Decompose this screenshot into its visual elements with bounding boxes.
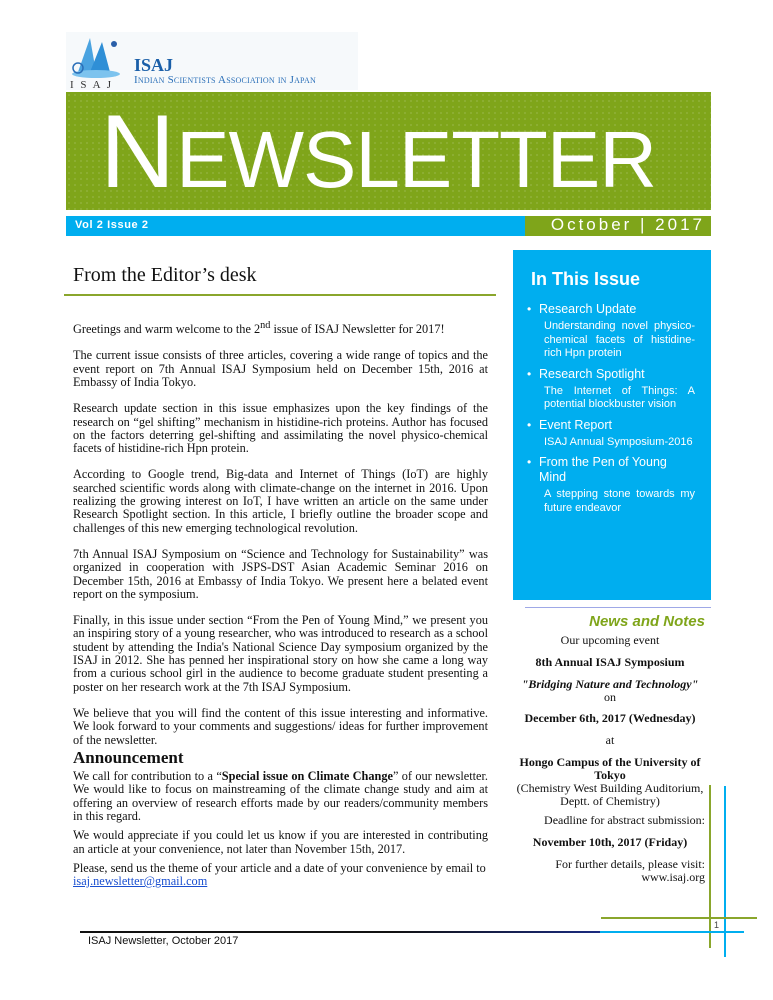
news-text: at: [605, 733, 615, 747]
footer-text: ISAJ Newsletter, October 2017: [88, 935, 239, 947]
issue-item[interactable]: [539, 367, 695, 412]
announcement-heading: Announcement: [73, 747, 184, 767]
item-sub: A stepping stone towards my future endeavor: [544, 488, 695, 514]
issue-item[interactable]: [539, 418, 695, 450]
text: Please, send us the theme of your article and a date of your convenience by email to: [73, 860, 486, 875]
decor-line: [709, 785, 711, 948]
divider: [525, 607, 711, 608]
issue-date: October | 2017: [550, 215, 705, 234]
news-deadline: November 10th, 2017 (Friday): [532, 835, 688, 849]
email-link[interactable]: isaj.newsletter@gmail.com: [73, 874, 208, 889]
editor-paragraph: The current issue consists of three articles, covering a wide range of topics and the event report on 7th Annual ISAJ Symposium held on December 15th, 2016 at Embassy of India Tokyo.: [73, 348, 488, 389]
org-short-name: ISAJ: [134, 55, 174, 75]
news-theme: "Bridging Nature and Technology": [521, 677, 699, 691]
news-venue: Hongo Campus of the University of Tokyo: [519, 755, 701, 782]
editor-paragraph: We believe that you will find the content of this issue interesting and informative. We look forward to your comments and suggestions/ ideas for further improvement of the newsletter.: [73, 705, 488, 747]
item-title: Event Report: [539, 417, 612, 432]
news-text: For further details, please visit:: [555, 857, 705, 871]
text: Special issue on Climate Change: [221, 769, 393, 784]
org-full-name: Indian Scientists Association in Japan: [134, 74, 316, 86]
editor-paragraph: Research update section in this issue emphasizes upon the key findings of the research on “gel shifting” mechanism in histidine-rich proteins. Author has focused on the factors deterring gel-shifting and assimilating the novel physico-chemical facets of histidine-rich Hpn protein.: [73, 401, 488, 456]
editor-paragraph: Finally, in this issue under section “From the Pen of Young Mind,” we present you an inspiring story of a young researcher, who was introduced to research as a school student by attending the India's National Science Day symposium organized by the ISAJ in 2012. She has penned her inspirational story on how she came a long way from a curious school girl in the audience to become graduate student presenting a poster on her research work at the 7th ISAJ Symposium.: [73, 613, 488, 694]
in-this-issue-box: [513, 250, 711, 600]
text: nd: [260, 320, 271, 331]
editor-paragraph: [73, 319, 488, 336]
news-text: Our upcoming event: [560, 633, 660, 647]
text: ” of our newsletter. We would like to focus on mainstreaming of the climate change study and aim at offering an overview of research efforts made by our readers/community members in this regard.: [73, 769, 489, 823]
item-sub: Understanding novel physico-chemical facets of histidine-rich Hpn protein: [544, 320, 695, 359]
news-text: (Chemistry West Building Auditorium, Deptt. of Chemistry): [516, 781, 704, 808]
logo-letters: I S A J: [70, 79, 114, 91]
volume-issue: Vol 2 Issue 2: [75, 219, 149, 231]
issue-item[interactable]: [539, 455, 695, 515]
editor-heading: From the Editor’s desk: [73, 264, 257, 286]
news-date: December 6th, 2017 (Wednesday): [524, 711, 696, 725]
announcement-paragraph: [73, 862, 488, 889]
newsletter-title: [100, 94, 657, 212]
main-column: [73, 319, 488, 894]
item-sub: ISAJ Annual Symposium-2016: [544, 435, 693, 448]
footer-rule: [80, 931, 600, 933]
item-title: Research Spotlight: [539, 366, 645, 381]
editor-paragraph: According to Google trend, Big-data and Internet of Things (IoT) are highly searched scientific words along with climate-change on the internet in 2016. Upon realizing the growing interest on IoT, I have written an article on the same under Research Spotlight section. In this article, I briefly outline the broader scope and challenges of this new emerging technological revolution.: [73, 467, 488, 535]
news-text: Deadline for abstract submission:: [544, 813, 705, 827]
decor-line: [600, 931, 744, 933]
news-event: 8th Annual ISAJ Symposium: [535, 655, 685, 669]
title-initial: N: [100, 94, 175, 210]
issue-item[interactable]: [539, 302, 695, 361]
page-number: 1: [714, 920, 720, 930]
text: We call for contribution to a “: [73, 769, 222, 784]
item-sub: The Internet of Things: A potential blockbuster vision: [544, 384, 695, 410]
announcement-paragraph: We would appreciate if you could let us know if you are interested in contributing an article at your convenience, not later than November 15th, 2017.: [73, 828, 488, 856]
news-heading: News and Notes: [589, 613, 705, 630]
news-and-notes: [515, 615, 705, 893]
text: Greetings and warm welcome to the 2: [73, 322, 261, 337]
text: issue of ISAJ Newsletter for 2017!: [270, 322, 445, 337]
news-text: on: [604, 690, 616, 704]
website-link[interactable]: www.isaj.org: [641, 870, 705, 884]
item-title: Research Update: [539, 302, 637, 316]
editor-paragraph: 7th Annual ISAJ Symposium on “Science and Technology for Sustainability” was organized in cooperation with JSPS-DST Asian Academic Seminar 2016 on December 15th, 2016 at Embassy of India Tokyo. We present here a belated event report on the symposium.: [73, 546, 488, 601]
announcement-paragraph: [73, 770, 488, 823]
in-this-issue-heading: In This Issue: [531, 269, 641, 289]
title-rest: EWSLETTER: [176, 115, 657, 204]
decor-line: [601, 917, 757, 919]
isaj-logo-icon: [70, 34, 122, 80]
divider: [64, 294, 496, 296]
item-title: From the Pen of Young Mind: [539, 455, 667, 484]
